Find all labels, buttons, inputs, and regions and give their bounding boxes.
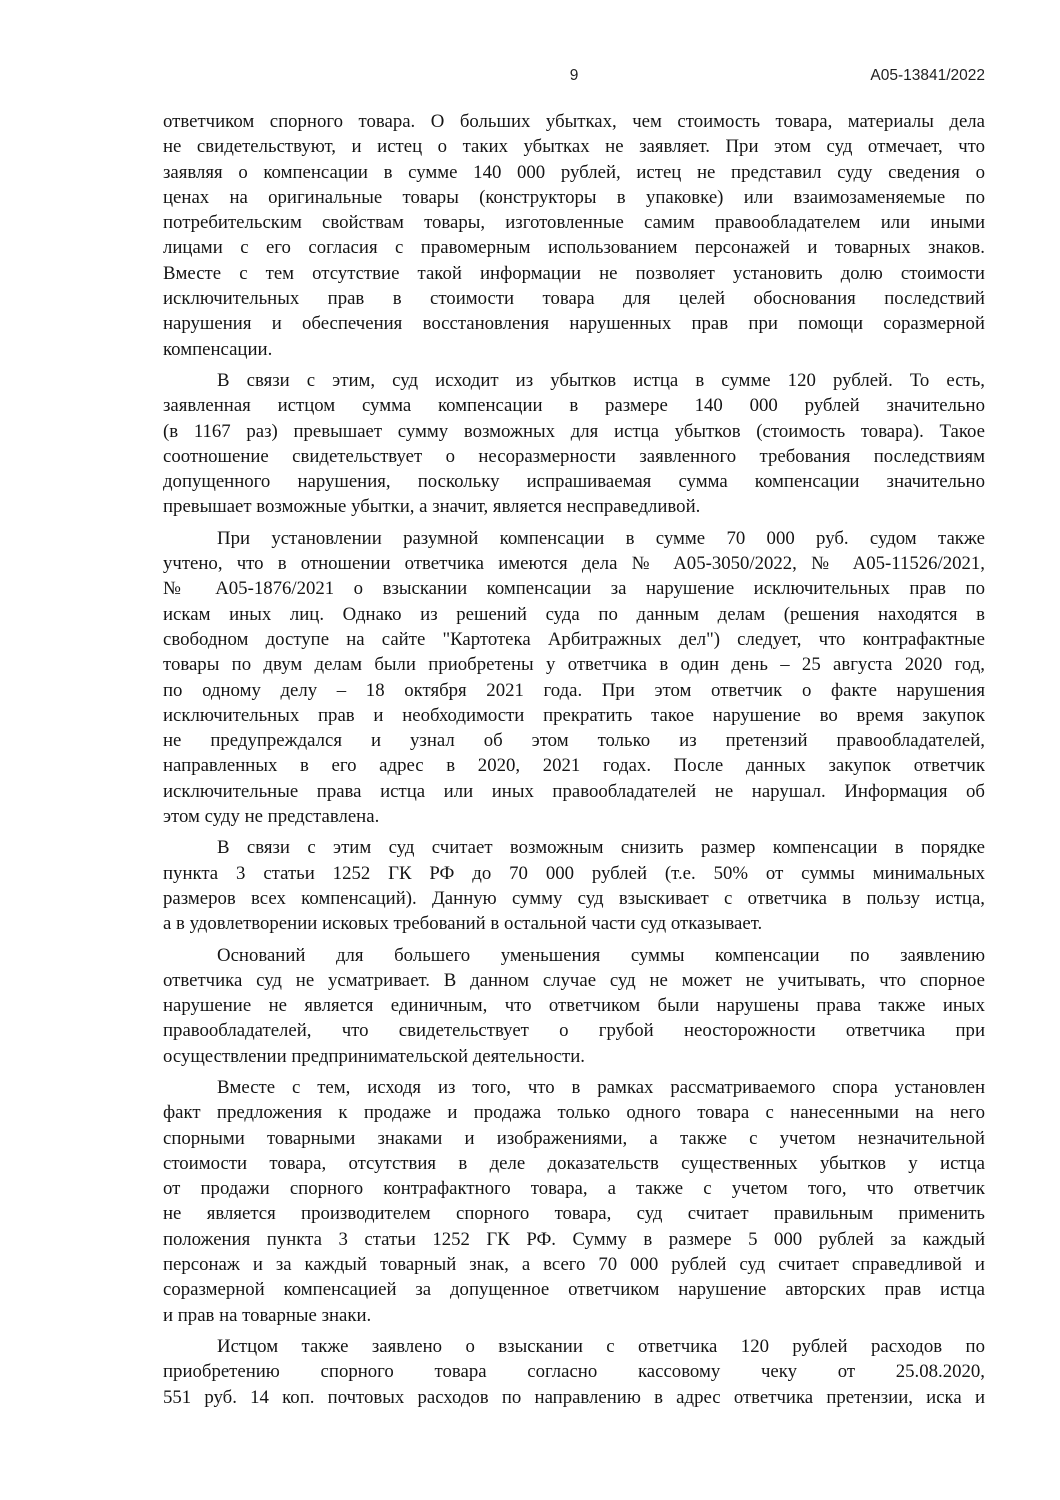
text-line: заявляя о компенсации в сумме 140 000 рублей, истец не представил суду сведения о <box>163 161 985 183</box>
text-line: не свидетельствуют, и истец о таких убытках не заявляет. При этом суд отмечает, что <box>163 136 985 158</box>
text-line: размеров всех компенсаций). Данную сумму суд взыскивает с ответчика в пользу истца, <box>163 887 985 909</box>
paragraph <box>163 1334 985 1410</box>
text-line: (в 1167 раз) превышает сумму возможных для истца убытков (стоимость товара). Такое <box>163 420 985 442</box>
text-line: приобретению спорного товара согласно кассовому чеку от 25.08.2020, <box>163 1361 985 1383</box>
text-line: лицами с его согласия с правомерным использованием персонажей и товарных знаков. <box>163 237 985 259</box>
text-line: При установлении разумной компенсации в сумме 70 000 руб. судом также <box>217 527 985 549</box>
text-line: соотношение свидетельствует о несоразмерности заявленного требования последствиям <box>163 445 985 467</box>
text-line: ценах на оригинальные товары (конструкторы в упаковке) или взаимозаменяемые по <box>163 186 985 208</box>
text-line: нарушение не является единичным, что ответчиком были нарушены права также иных <box>163 995 985 1017</box>
text-line: от продажи спорного контрафактного товара, а также с учетом того, что ответчик <box>163 1178 985 1200</box>
text-line: свободном доступе на сайте "Картотека Арбитражных дел") следует, что контрафактные <box>163 628 985 650</box>
document-body <box>163 109 985 1416</box>
text-line: допущенного нарушения, поскольку испрашиваемая сумма компенсации значительно <box>163 471 985 493</box>
text-line: спорными товарными знаками и изображениями, а также с учетом незначительной <box>163 1127 985 1149</box>
text-line: не предупреждался и узнал об этом только из претензий правообладателей, <box>163 730 985 752</box>
text-line: положения пункта 3 статьи 1252 ГК РФ. Сумму в размере 5 000 рублей за каждый <box>163 1228 985 1250</box>
text-line: 551 руб. 14 коп. почтовых расходов по направлению в адрес ответчика претензии, иска и <box>163 1386 985 1408</box>
text-line: осуществлении предпринимательской деятельности. <box>163 1045 585 1067</box>
paragraph <box>163 943 985 1069</box>
text-line: а в удовлетворении исковых требований в остальной части суд отказывает. <box>163 913 763 935</box>
text-line: соразмерной компенсацией за допущенное ответчиком нарушение авторских прав истца <box>163 1279 985 1301</box>
text-line: стоимости товара, отсутствия в деле доказательств существенных убытков у истца <box>163 1152 985 1174</box>
paragraph <box>163 1075 985 1328</box>
text-line: исключительных прав в стоимости товара для целей обоснования последствий <box>163 288 985 310</box>
paragraph <box>163 835 985 936</box>
paragraph <box>163 109 985 362</box>
text-line: направленных в его адрес в 2020, 2021 годах. После данных закупок ответчик <box>163 755 985 777</box>
text-line: ответчика суд не усматривает. В данном случае суд не может не учитывать, что спорное <box>163 969 985 991</box>
text-line: № А05-1876/2021 о взыскании компенсации за нарушение исключительных прав по <box>163 578 985 600</box>
text-line: факт предложения к продаже и продажа только одного товара с нанесенными на него <box>163 1102 985 1124</box>
text-line: правообладателей, что свидетельствует о грубой неосторожности ответчика при <box>163 1020 985 1042</box>
text-line: пункта 3 статьи 1252 ГК РФ до 70 000 рублей (т.е. 50% от суммы минимальных <box>163 862 985 884</box>
text-line: В связи с этим суд считает возможным снизить размер компенсации в порядке <box>217 837 985 859</box>
text-line: этом суду не представлена. <box>163 806 380 828</box>
text-line: товары по двум делам были приобретены у ответчика в один день – 25 августа 2020 год, <box>163 654 985 676</box>
text-line: превышает возможные убытки, а значит, является несправедливой. <box>163 496 701 518</box>
text-line: нарушения и обеспечения восстановления нарушенных прав при помощи соразмерной <box>163 313 985 335</box>
page-header <box>163 67 985 89</box>
text-line: Вместе с тем отсутствие такой информации не позволяет установить долю стоимости <box>163 262 985 284</box>
paragraph <box>163 368 985 520</box>
text-line: Истцом также заявлено о взыскании с ответчика 120 рублей расходов по <box>217 1335 985 1357</box>
text-line: исключительных прав и необходимости прекратить такое нарушение во время закупок <box>163 704 985 726</box>
text-line: Оснований для большего уменьшения суммы компенсации по заявлению <box>217 944 985 966</box>
text-line: компенсации. <box>163 338 273 360</box>
text-line: и прав на товарные знаки. <box>163 1304 372 1326</box>
text-line: исключительные права истца или иных правообладателей не нарушал. Информация об <box>163 780 985 802</box>
text-line: учтено, что в отношении ответчика имеются дела № А05-3050/2022, № А05-11526/2021, <box>163 553 985 575</box>
paragraph <box>163 526 985 830</box>
text-line: потребительским свойствам товары, изготовленные самим правообладателем или иными <box>163 212 985 234</box>
text-line: не является производителем спорного товара, суд считает правильным применить <box>163 1203 985 1225</box>
text-line: заявленная истцом сумма компенсации в размере 140 000 рублей значительно <box>163 395 985 417</box>
text-line: ответчиком спорного товара. О больших убытках, чем стоимость товара, материалы дела <box>163 111 985 132</box>
page-number: 9 <box>569 67 579 84</box>
text-line: по одному делу – 18 октября 2021 года. При этом ответчик о факте нарушения <box>163 679 985 701</box>
text-line: искам иных лиц. Однако из решений суда по данным делам (решения находятся в <box>163 603 985 625</box>
text-line: персонаж и за каждый товарный знак, а всего 70 000 рублей суд считает справедливой и <box>163 1254 985 1276</box>
case-number: А05-13841/2022 <box>870 67 985 84</box>
text-line: Вместе с тем, исходя из того, что в рамках рассматриваемого спора установлен <box>217 1076 985 1098</box>
text-line: В связи с этим, суд исходит из убытков истца в сумме 120 рублей. То есть, <box>217 369 985 391</box>
